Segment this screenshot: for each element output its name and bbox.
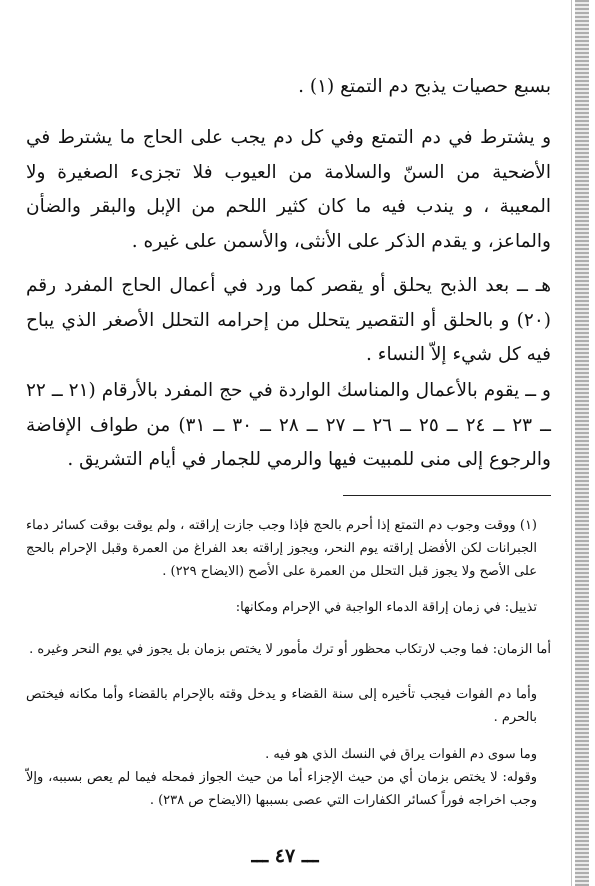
paragraph-1: بسبع حصيات يذبح دم التمتع (١) . — [298, 76, 551, 97]
page-binding-line — [571, 0, 572, 886]
footnote-fawat-paragraph: وأما دم الفوات فيجب تأخيره إلى سنة القضاء و يدخل وقته بالإحرام بالقضاء وأما مكانه فيختص بالحرم . — [26, 687, 537, 725]
footnote-other-paragraph: وما سوى دم الفوات يراق في النسك الذي هو فيه . — [265, 747, 537, 762]
footnote-appendix-heading: تذييل: في زمان إراقة الدماء الواجبة في الإحرام ومكانها: — [235, 600, 537, 615]
page-number: ـــ ٤٧ ـــ — [251, 845, 319, 867]
footnote-quote-paragraph: وقوله: لا يختص بزمان أي من حيث الإجزاء أما من حيث الجواز فمحله فيما لم يعص بسببه، وإلاّ وجب اخراجه فوراً كسائر الكفارات التي عصى بسببها (الايضاح ص ٢٣٨) . — [26, 770, 537, 808]
paragraph-3: هـ ــ بعد الذبح يحلق أو يقصر كما ورد في أعمال الحاج المفرد رقم (٢٠) و بالحلق أو التقصير يتحلل من إحرامه التحلل الأصغر الذي يباح فيه كل شيء إلاّ النساء . — [26, 275, 551, 365]
page-binding-edge — [575, 0, 589, 886]
paragraph-4: و ــ يقوم بالأعمال والمناسك الواردة في حج المفرد بالأرقام (٢١ ــ ٢٢ ــ ٢٣ ــ ٢٤ ــ ٢٥ ــ ٢٦ ــ ٢٧ ــ ٢٨ ــ ٣٠ ــ ٣١) من طواف الإفاضة والرجوع إلى منى للمبيت فيها والرمي للجمار في أيام التشريق . — [26, 380, 551, 470]
footnote-separator — [343, 495, 551, 496]
footnote-time-paragraph: أما الزمان: فما وجب لارتكاب محظور أو ترك مأمور لا يختص بزمان بل يجوز في يوم النحر وغيره . — [29, 642, 551, 657]
paragraph-2: و يشترط في دم التمتع وفي كل دم يجب على الحاج ما يشترط في الأضحية من السنّ والسلامة من العيوب فلا تجزىء الصغيرة ولا المعيبة ، و يندب فيه ما كان كثير اللحم من الإبل والبقر والضأن والماعز، و يقدم الذكر على الأنثى، والأسمن على غيره . — [26, 127, 551, 252]
footnote-1: (١) ووقت وجوب دم التمتع إذا أحرم بالحج فإذا وجب جازت إراقته ، ولم يوقت بوقت كسائر دماء الجبرانات لكن الأفضل إراقته يوم النحر، ويجوز إراقته بعد الفراغ من العمرة وقبل الإحرام بالحج على الأصح ولا يجوز قبل التحلل من العمرة على الأصح (الايضاح ٢٢٩) . — [26, 518, 537, 579]
